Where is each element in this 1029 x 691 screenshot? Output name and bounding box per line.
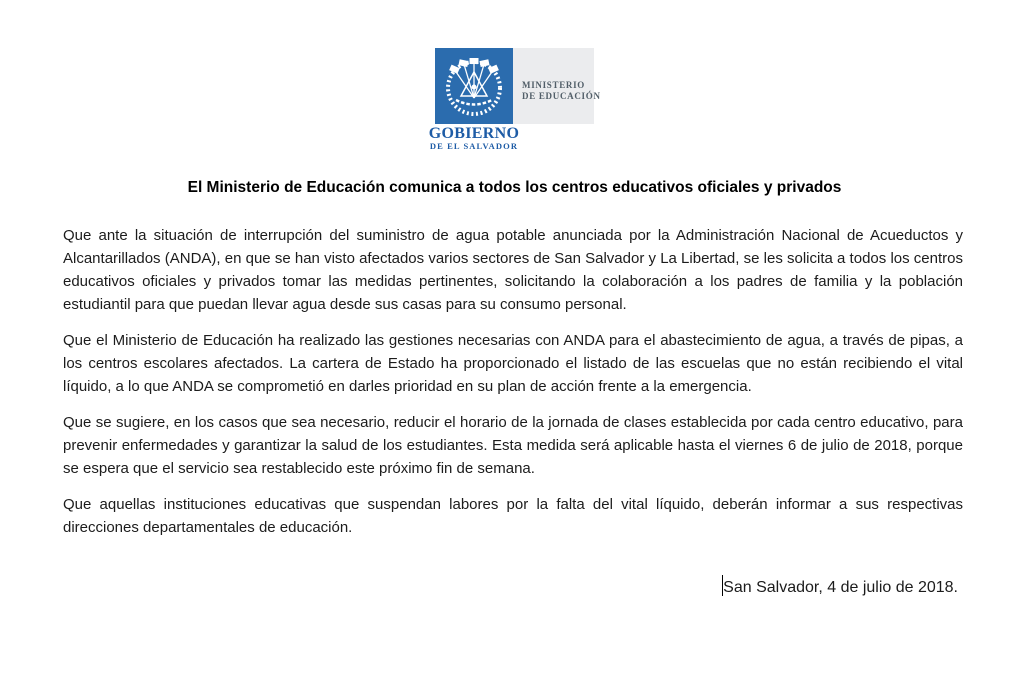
paragraph-3[interactable]: Que se sugiere, en los casos que sea necesario, reducir el horario de la jornada de clases establecida por cada centro educativo, para prevenir enfermedades y garantizar la salud de los estudiantes. Esta medida será aplicable hasta el viernes 6 de julio de 2018, porque se espera que el servicio sea restablecido este próximo fin de semana. [63,414,963,477]
ministry-name-line1: MINISTERIO [522,80,586,90]
document-title[interactable]: El Ministerio de Educación comunica a todos los centros educativos oficiales y privados [187,179,842,196]
paragraph-2[interactable]: Que el Ministerio de Educación ha realizado las gestiones necesarias con ANDA para el abastecimiento de agua, a través de pipas, a los centros escolares afectados. La cartera de Estado ha proporcionado el listado de las escuelas que no están recibiendo el vital líquido, a lo que ANDA se comprometió en darles prioridad en su plan de acción frente a la emergencia. [63,332,963,395]
government-logo [428,48,601,151]
gobierno-wordmark: GOBIERNO [428,125,520,142]
ministry-name-line2: DE EDUCACIÓN [522,91,601,101]
paragraph-4[interactable]: Que aquellas instituciones educativas que suspendan labores por la falta del vital líquido, deberán informar a sus respectivas direcciones departamentales de educación. [63,496,963,536]
el-salvador-coat-of-arms-icon [435,48,513,124]
document-body[interactable] [63,224,963,552]
dateline-text[interactable]: San Salvador, 4 de julio de 2018. [723,579,958,596]
gobierno-wordmark-subline: DE EL SALVADOR [429,141,519,151]
ministry-name-box [513,48,601,124]
gobierno-logo-column [428,48,520,151]
dateline[interactable] [60,575,958,597]
paragraph-1[interactable]: Que ante la situación de interrupción del suministro de agua potable anunciada por la Administración Nacional de Acueductos y Alcantarillados (ANDA), en que se han visto afectados varios sectores de San Salvador y La Libertad, se les solicita a todos los centros educativos oficiales y privados tomar las medidas pertinentes, solicitando la colaboración a los padres de familia y la población estudiantil para que puedan llevar agua desde sus casas para su consumo personal. [63,227,963,313]
